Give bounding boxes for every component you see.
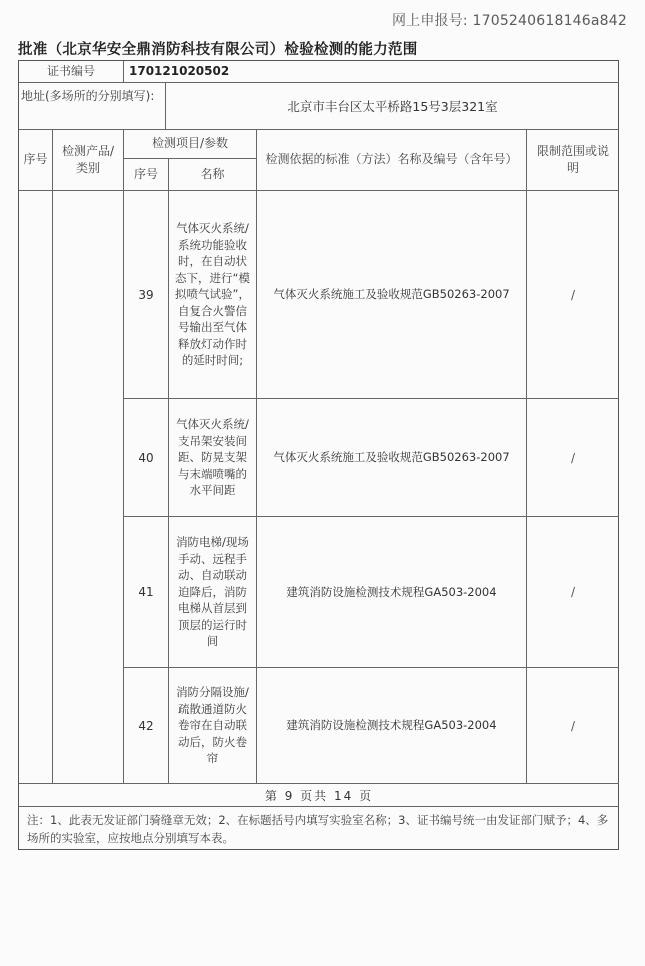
page-number: 第 9 页共 14 页	[264, 788, 374, 803]
online-application-number: 网上申报号: 1705240618146a842	[391, 13, 627, 29]
col-standard-header: 检测依据的标准（方法）名称及编号（含年号）	[265, 152, 518, 166]
col-item-name-header: 名称	[200, 167, 225, 181]
capability-table	[18, 60, 619, 850]
col-item-seq-header: 序号	[133, 167, 158, 181]
item-limit: /	[570, 287, 576, 302]
cert-number-label: 证书编号	[46, 64, 95, 78]
cert-number-value: 170121020502	[129, 64, 230, 78]
col-items-header: 检测项目/参数	[151, 136, 229, 150]
item-name: 消防分隔设施/疏散通道防火卷帘在自动联动后，防火卷帘	[176, 685, 249, 766]
item-seq: 40	[138, 450, 154, 465]
item-limit: /	[570, 450, 576, 465]
col-divider	[123, 61, 124, 82]
item-standard: 气体灭火系统施工及验收规范GB50263-2007	[273, 450, 510, 464]
item-standard: 建筑消防设施检测技术规程GA503-2004	[286, 718, 497, 732]
item-name: 消防电梯/现场手动、远程手动、自动联动迫降后，消防电梯从首层到顶层的运行时间	[176, 535, 249, 649]
col-divider	[52, 129, 53, 783]
page-title: 批准（北京华安全鼎消防科技有限公司）检验检测的能力范围	[18, 42, 418, 58]
col-seq-header: 序号	[23, 152, 48, 166]
item-standard: 建筑消防设施检测技术规程GA503-2004	[286, 584, 497, 599]
col-product-header: 检测产品/类别	[61, 143, 115, 175]
item-name: 气体灭火系统/系统功能验收时，在自动状态下，进行“模拟喷气试验”，自复合火警信号输出至气体释放灯动作时的延时时间;	[175, 221, 250, 368]
item-name: 气体灭火系统/支吊架安装间距、防晃支架与末端喷嘴的水平间距	[176, 417, 249, 498]
col-limit-header: 限制范围或说明	[537, 143, 610, 175]
address-label: 地址(多场所的分别填写):	[21, 89, 155, 103]
item-limit: /	[570, 585, 576, 599]
item-standard: 气体灭火系统施工及验收规范GB50263-2007	[273, 287, 510, 301]
item-limit: /	[570, 718, 576, 733]
item-seq: 41	[138, 585, 154, 599]
item-seq: 42	[138, 718, 154, 733]
item-seq: 39	[138, 287, 154, 302]
footnote: 注：1、此表无发证部门骑缝章无效；2、在标题括号内填写实验室名称；3、证书编号统一由发证部门赋予；4、多场所的实验室，应按地点分别填写本表。	[27, 813, 609, 845]
address-value: 北京市丰台区太平桥路15号3层321室	[287, 98, 498, 114]
